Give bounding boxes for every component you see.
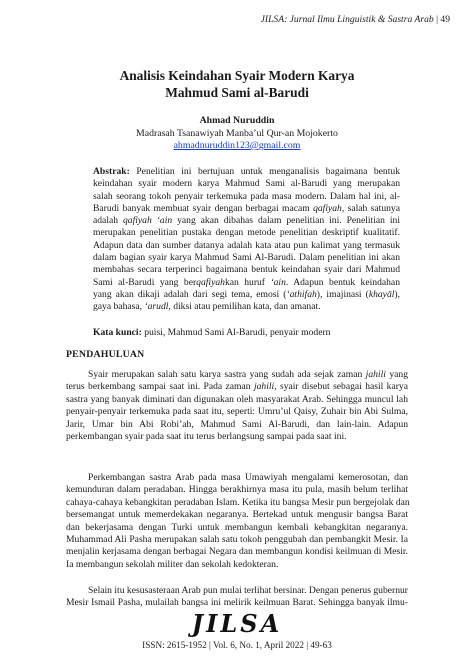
keywords-text: puisi, Mahmud Sami Al-Barudi, penyair modern (144, 327, 331, 338)
paragraph-line: dan bekerjasama dengan Turki untuk membangun kembali kebangkitan negaranya. (66, 521, 408, 533)
keywords (93, 327, 400, 339)
abstract-line: yang akan dikaji adalah dari segi tema, emosi (‘athifah), imajinasi (khayāl), (93, 288, 400, 300)
abstract-line: adalah qafiyah ‘ain yang akan dibahas dalam penelitian ini. Penelitian ini (93, 215, 400, 227)
abstract-line: Barudi banyak membuat syair dengan berbagai macam qafiyah, salah satunya (93, 202, 400, 214)
abstract-line: Sami al-Barudi yang berqafiyahkan huruf ‘ain. Adapun bentuk keindahan (93, 276, 400, 288)
abstract-line: salah seorang tokoh penyair terkemuka pada masa modern. Dalam hal ini, al- (93, 190, 400, 202)
paragraph-line: Muhammad Ali Pasha merupakan salah satu tokoh penggubah dan pembangkit Mesir. Ia (66, 534, 408, 546)
section-heading: PENDAHULUAN (66, 349, 145, 360)
abstract-line: keindahan syair modern karya Mahmud Sami al-Barudi yang merupakan (93, 178, 400, 190)
paragraph-line: Selain itu kesusasteraan Arab pun mulai terlihat bersinar. Dengan penerus gubernur (88, 585, 408, 596)
keywords-label: Kata kunci: (93, 327, 142, 338)
abstract (93, 166, 400, 314)
header-separator: | (436, 14, 438, 25)
paragraph-line: cahaya-cahaya kebangkitan peradaban Islam. Ketika itu bangsa Mesir pun bergejolak dan (66, 496, 410, 508)
abstract-line: gaya bahasa, ‘arudl, diksi atau pemilihan kata, dan amanat. (93, 301, 321, 313)
paragraph-line: perkembangan syair pada saat itu terus berlangsung sampai pada saat ini. (66, 431, 347, 443)
paragraph-line: Syair merupakan salah satu karya sastra yang sudah ada sejak zaman jahili yang (88, 369, 408, 380)
abstract-line: merupakan penelitian pustaka dengan metode penelitian deskriptif kualitatif. (93, 227, 400, 239)
paragraph-line: Ia membangun sekolah militer dan sekolah kedokteran. (66, 558, 279, 570)
title-line-2: Mahmud Sami al-Barudi (165, 85, 309, 100)
abstract-line: Abstrak: Penelitian ini bertujuan untuk menganalisis bagaimana bentuk (93, 166, 400, 177)
body-paragraph-2 (66, 472, 408, 571)
page-number: 49 (440, 14, 450, 25)
paragraph-line: menjalin kerjasama dengan berbagai Negara dan membangun kondisi keilmuan di Mesir. (66, 546, 408, 558)
author-email-link[interactable]: ahmadnuruddin123@gmail.com (173, 140, 301, 151)
paragraph-line: sastra yang banyak diminati dan digunakan oleh masyarakat Arab. Sehingga muncul lah (66, 393, 408, 405)
journal-name: JILSA: Jurnal Ilmu Linguistik & Sastra Arab (260, 14, 434, 25)
abstract-line: membahas secara terperinci bagaimana bentuk keindahan syair dari Mahmud (93, 264, 400, 276)
paragraph-line: kemunduran dalam peradaban. Hingga berakhirnya masa itu pula, masih belum terlihat (66, 484, 408, 496)
issn-line: ISSN: 2615-1952 | Vol. 6, No. 1, April 2022 | 49-63 (142, 640, 332, 650)
title-line-1: Analisis Keindahan Syair Modern Karya (119, 68, 355, 83)
author-affiliation: Madrasah Tsanawiyah Manba’ul Qur-an Mojokerto (136, 127, 338, 139)
body-paragraph-1 (66, 369, 408, 443)
paragraph-line: Perkembangan sastra Arab pada masa Umawiyah mengalami kemerosotan, dan (88, 472, 408, 483)
abstract-line: dalam bagian syair karya Mahmud Sami Al-Barudi. Dalam penelitian ini akan (93, 252, 400, 264)
body-paragraph-3 (66, 585, 408, 610)
paragraph-line: Mesir Ismail Pasha, mulailah bangsa ini melirik keilmuan Barat. Sehingga banyak ilmu- (66, 597, 408, 609)
paragraph-line: bersemangat untuk memerdekakan negaranya. Bertekad untuk mengusir bangsa Barat (66, 509, 408, 521)
abstract-label: Abstrak: (93, 166, 130, 177)
author-block (0, 115, 474, 153)
paragraph-line: Jarir, Umar bin Abi Robi’ah, Mahmud Sami Al-Barudi, dan lain-lain. Adapun (66, 418, 408, 430)
paragraph-line: terus berkembang sampai saat ini. Pada zaman jahili, syair disebut sebagai hasil karya (66, 381, 408, 393)
article-title (0, 67, 474, 101)
paragraph-line: penyair-penyair terkemuka pada saat itu, seperti: Umru’ul Qaisy, Zuhair bin Abi Sulma, (66, 406, 408, 418)
author-name: Ahmad Nuruddin (199, 115, 275, 126)
abstract-line: Adapun data dan sumber datanya adalah kata atau pun kalimat yang termasuk (93, 239, 400, 251)
journal-logo: JILSA (191, 609, 283, 638)
running-header (261, 14, 450, 25)
